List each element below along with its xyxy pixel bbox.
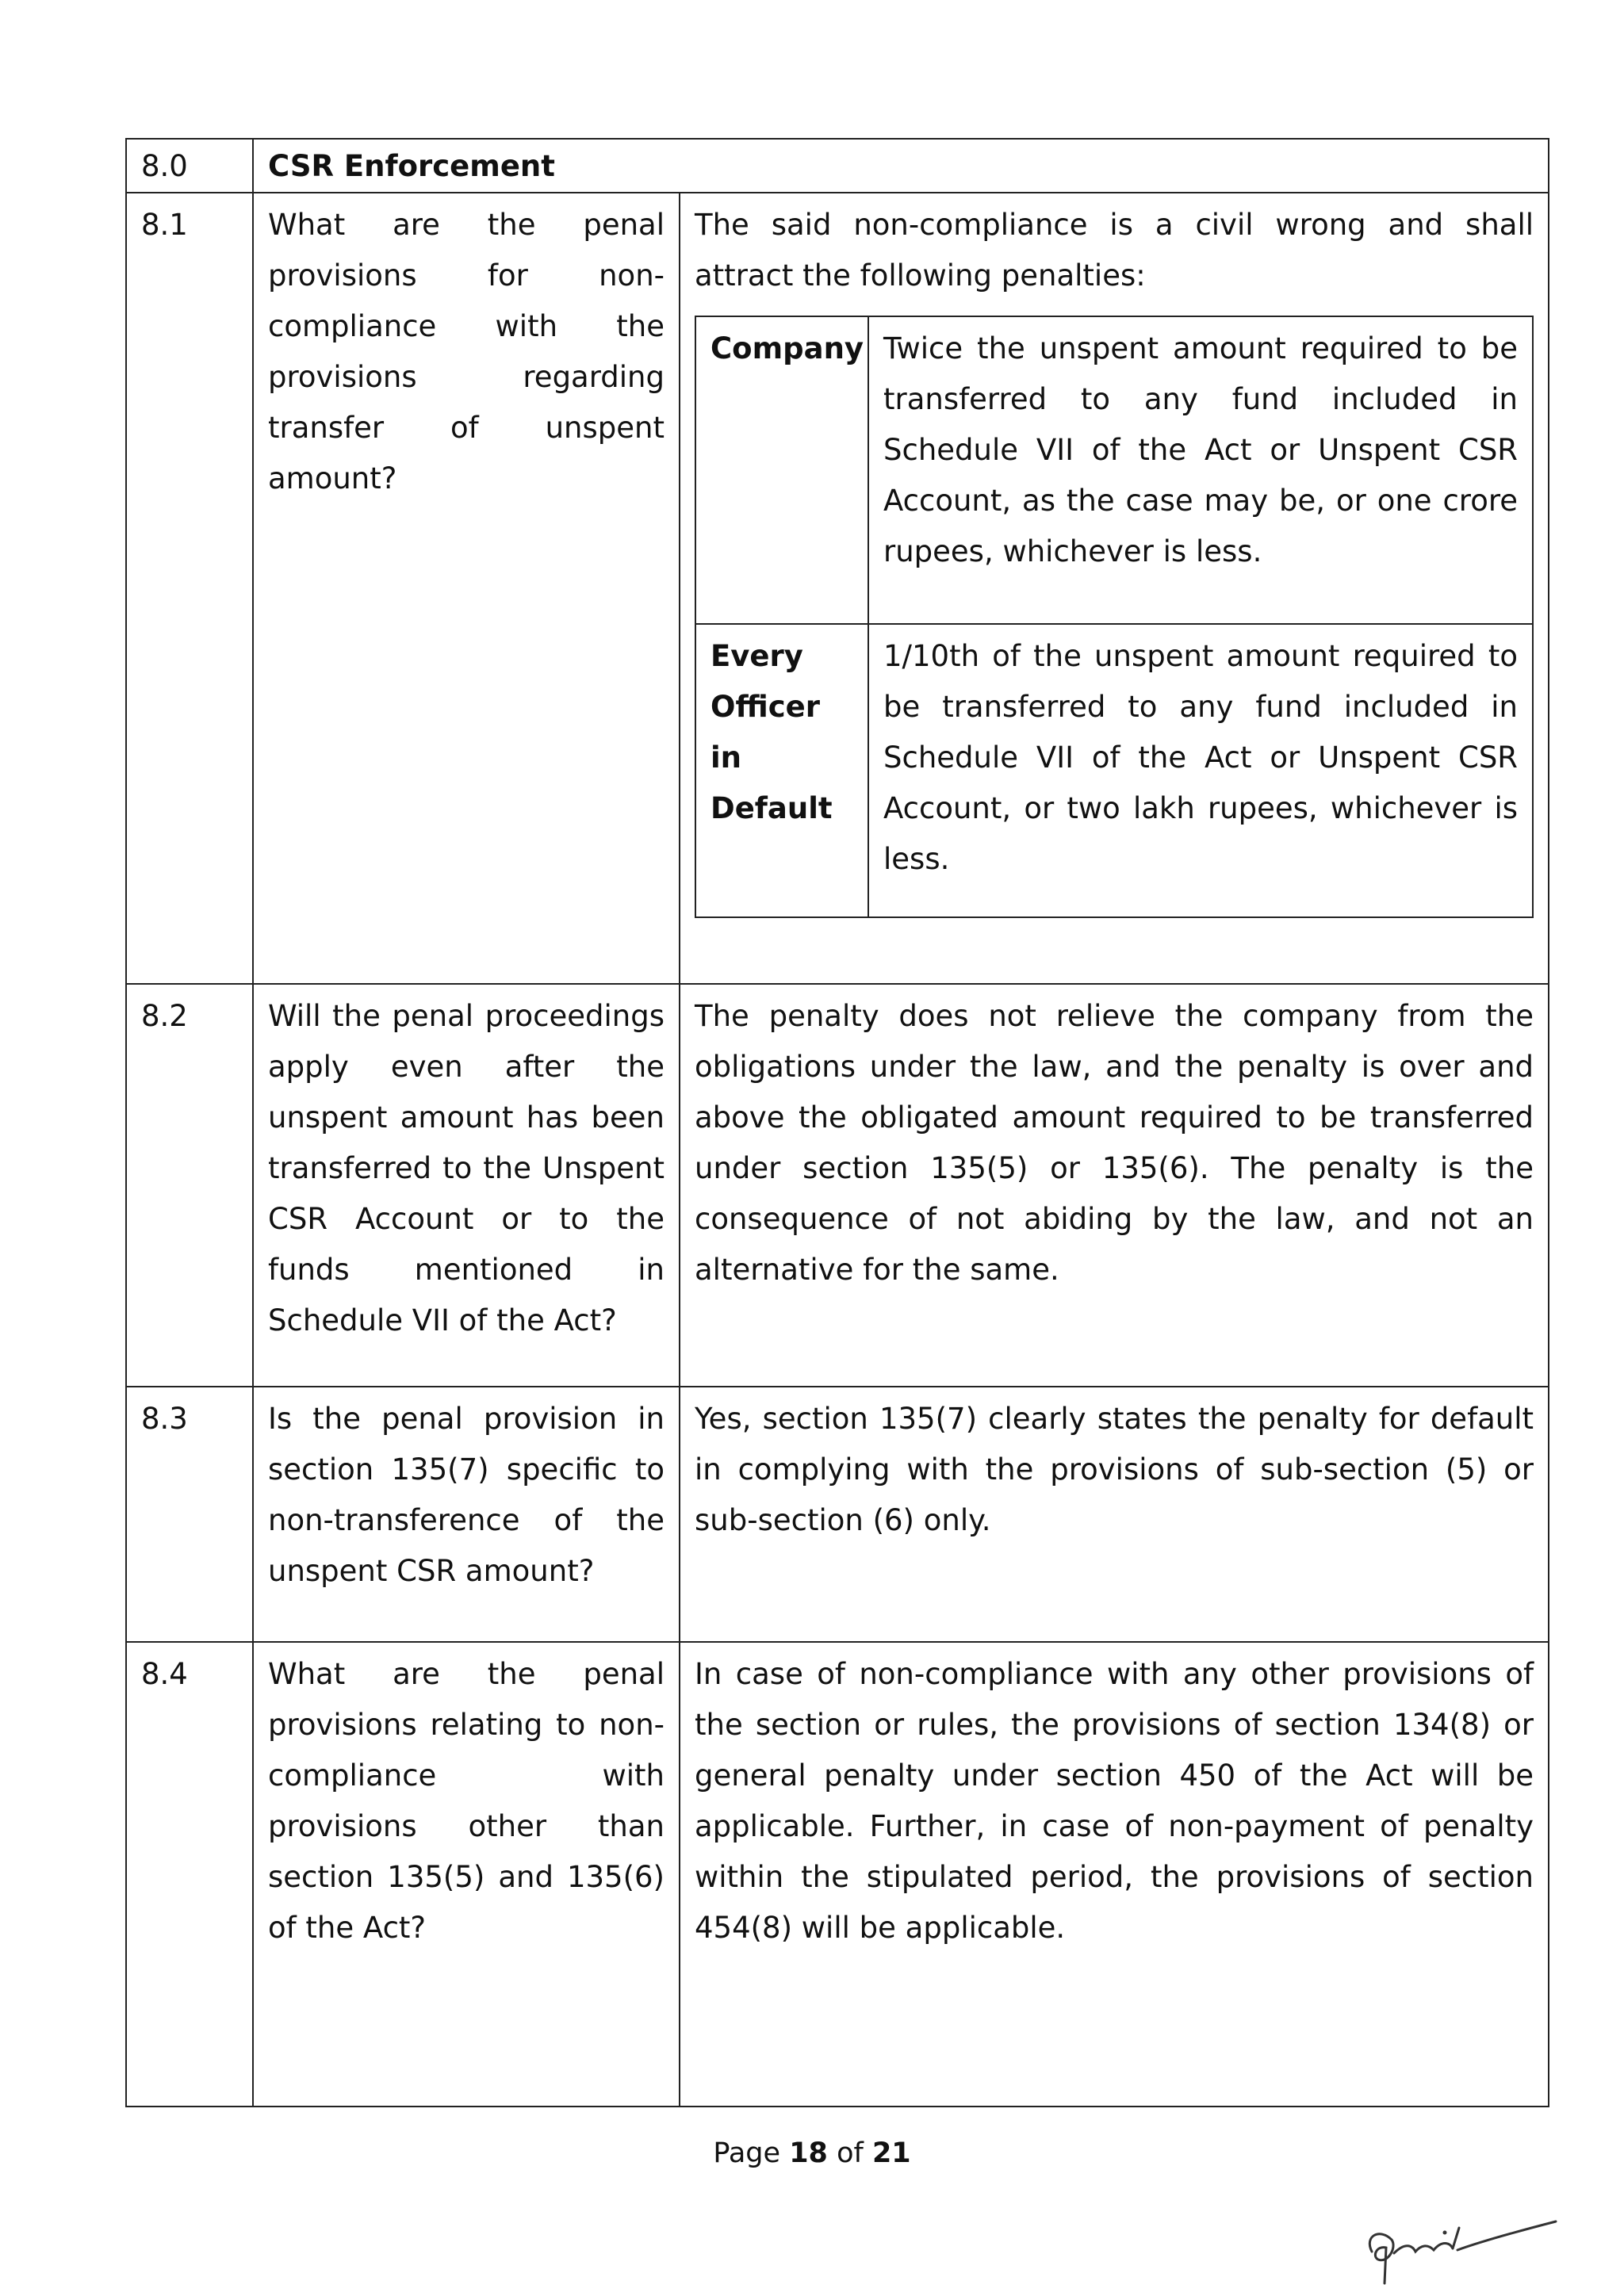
row-question: Will the penal proceedings apply even after the unspent amount has been transferred to the Unspent CSR Account or to the funds mentioned in Schedule VII of the Act?	[253, 984, 680, 1387]
section-number: 8.0	[126, 139, 253, 193]
section-title: CSR Enforcement	[253, 139, 1549, 193]
penalty-row-company	[695, 316, 1533, 624]
signature-icon	[1348, 2204, 1562, 2291]
row-number: 8.1	[126, 193, 253, 984]
faq-table	[125, 138, 1549, 2107]
page-of: of	[837, 2137, 864, 2169]
row-answer	[680, 193, 1549, 984]
row-answer: In case of non-compliance with any other provisions of the section or rules, the provisions of section 134(8) or general penalty under section 450 of the Act will be applicable. Further, in case of non-payment of penalty within the stipulated period, the provisions of section 454(8) will be applicable.	[680, 1642, 1549, 2107]
page-total: 21	[871, 2137, 911, 2169]
row-question: What are the penal provisions relating to non-compliance with provisions other than section 135(5) and 135(6) of the Act?	[253, 1642, 680, 2107]
penalty-text: Twice the unspent amount required to be transferred to any fund included in Schedule VII of the Act or Unspent CSR Account, as the case may be, or one crore rupees, whichever is less.	[868, 316, 1533, 624]
row-number: 8.2	[126, 984, 253, 1387]
row-question: Is the penal provision in section 135(7) specific to non-transference of the unspent CSR amount?	[253, 1387, 680, 1642]
penalty-text: 1/10th of the unspent amount required to be transferred to any fund included in Schedule VII of the Act or Unspent CSR Account, or two lakh rupees, whichever is less.	[868, 624, 1533, 917]
table-row	[126, 193, 1549, 984]
penalty-who: Every Officer in Default	[695, 624, 868, 917]
penalty-table	[695, 316, 1534, 918]
table-row	[126, 984, 1549, 1387]
page-footer	[0, 2137, 1624, 2169]
row-question: What are the penal provisions for non-compliance with the provisions regarding transfer of unspent amount?	[253, 193, 680, 984]
answer-intro: The said non-compliance is a civil wrong and shall attract the following penalties:	[695, 208, 1534, 293]
penalty-who: Company	[695, 316, 868, 624]
table-row	[126, 1387, 1549, 1642]
section-header-row	[126, 139, 1549, 193]
row-number: 8.3	[126, 1387, 253, 1642]
row-answer: The penalty does not relieve the company from the obligations under the law, and the penalty is over and above the obligated amount required to be transferred under section 135(5) or 135(6). The penalty is the consequence of not abiding by the law, and not an alternative for the same.	[680, 984, 1549, 1387]
row-answer: Yes, section 135(7) clearly states the penalty for default in complying with the provisions of sub-section (5) or sub-section (6) only.	[680, 1387, 1549, 1642]
penalty-row-officer	[695, 624, 1533, 917]
page-current: 18	[789, 2137, 828, 2169]
table-row	[126, 1642, 1549, 2107]
page-label: Page	[713, 2137, 781, 2169]
row-number: 8.4	[126, 1642, 253, 2107]
